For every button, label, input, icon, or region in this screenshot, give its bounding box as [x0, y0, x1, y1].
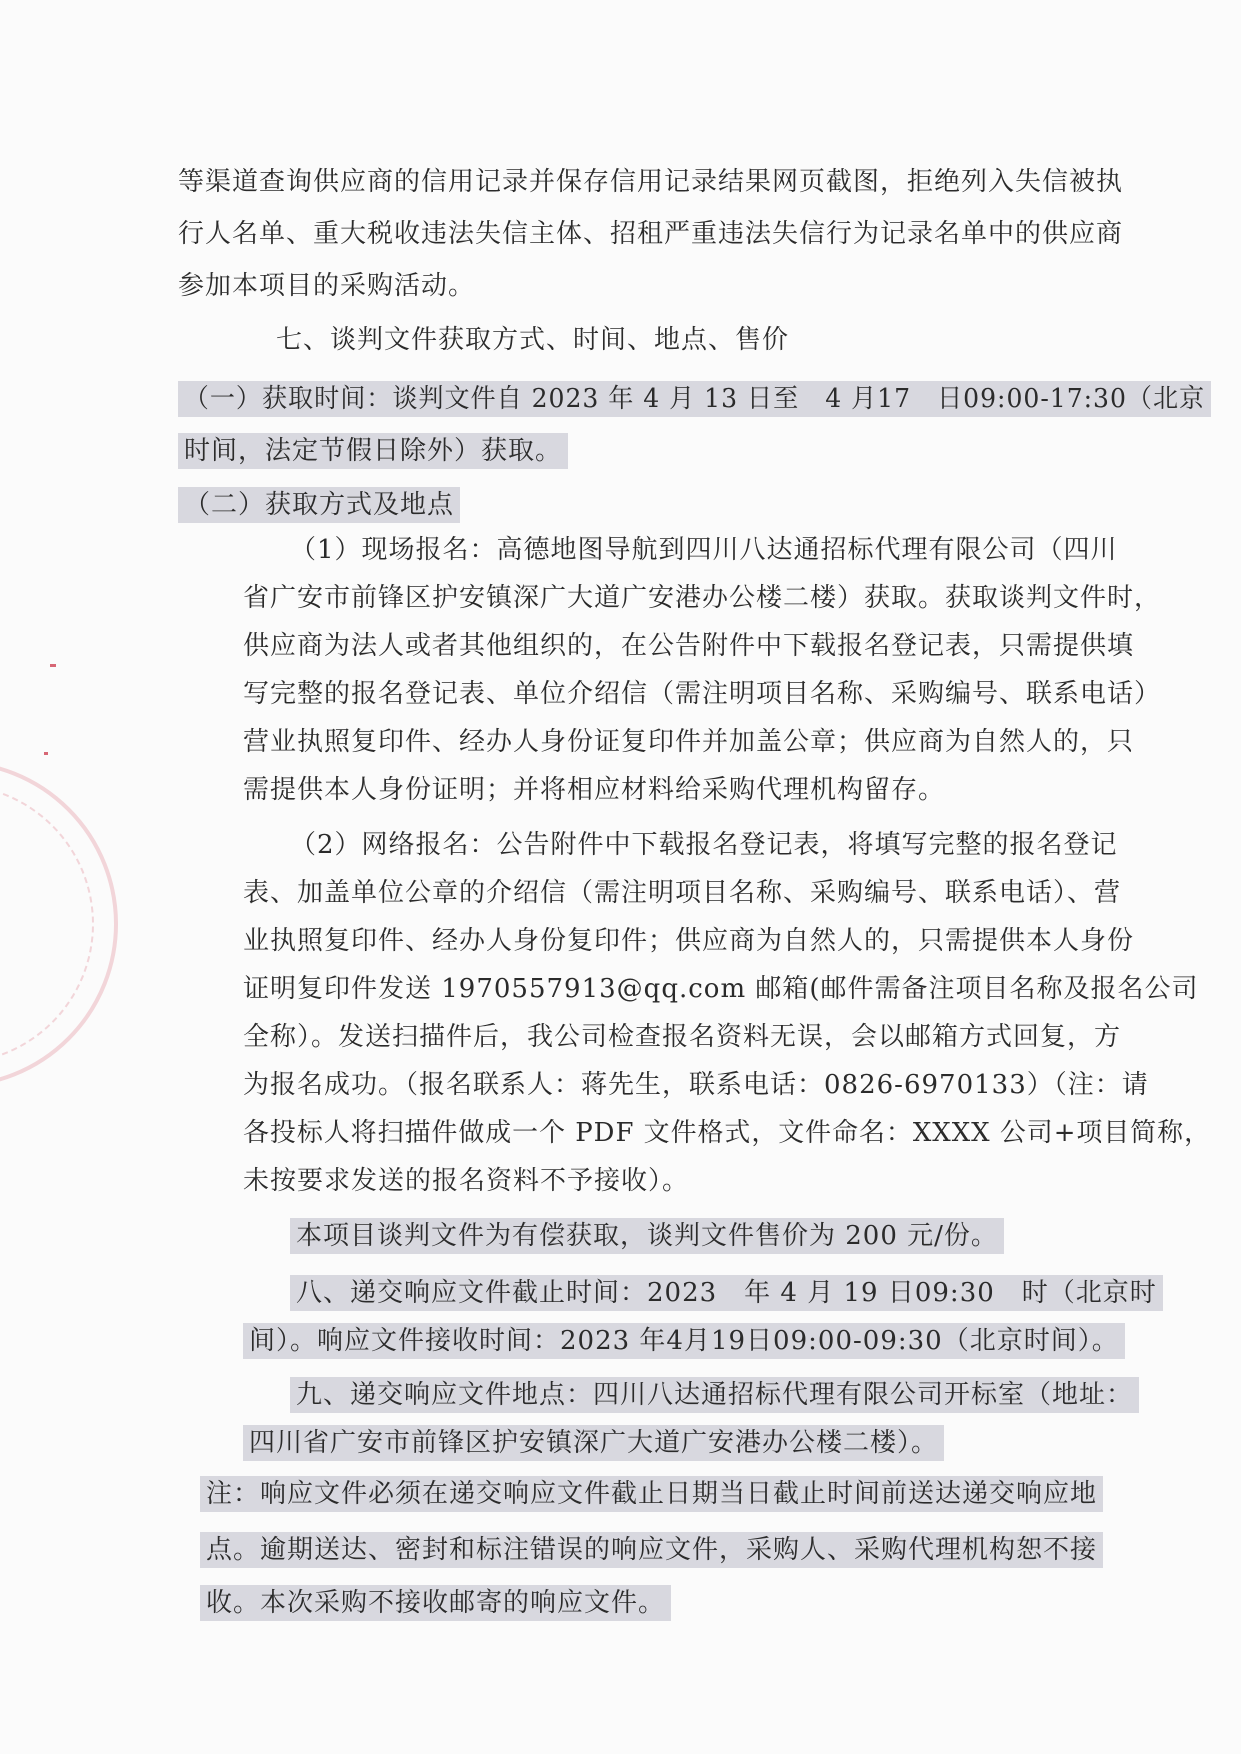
text-line: 业执照复印件、经办人身份复印件；供应商为自然人的，只需提供本人身份 [243, 926, 1135, 956]
highlighted-line: 注：响应文件必须在递交响应文件截止日期当日截止时间前送达递交响应地 [200, 1476, 1103, 1512]
text-line: 营业执照复印件、经办人身份证复印件并加盖公章；供应商为自然人的，只 [243, 727, 1135, 757]
highlighted-line: 九、递交响应文件地点：四川八达通招标代理有限公司开标室（地址： [290, 1377, 1139, 1413]
highlighted-line: 四川省广安市前锋区护安镇深广大道广安港办公楼二楼）。 [243, 1425, 944, 1461]
text-line: 表、加盖单位公章的介绍信（需注明项目名称、采购编号、联系电话）、营 [243, 878, 1122, 908]
text-line: 未按要求发送的报名资料不予接收）。 [243, 1166, 690, 1196]
text-line: 写完整的报名登记表、单位介绍信（需注明项目名称、采购编号、联系电话） [243, 679, 1162, 709]
red-mark [44, 752, 48, 755]
highlighted-line: 时间，法定节假日除外）获取。 [178, 433, 568, 469]
text-line: 供应商为法人或者其他组织的，在公告附件中下载报名登记表，只需提供填 [243, 631, 1135, 661]
red-mark [50, 664, 56, 667]
text-line: （1）现场报名：高德地图导航到四川八达通招标代理有限公司（四川 [290, 535, 1118, 565]
text-line: 证明复印件发送 1970557913@qq.com 邮箱(邮件需备注项目名称及报名公司 [243, 974, 1199, 1004]
section-heading: 七、谈判文件获取方式、时间、地点、售价 [276, 325, 790, 355]
highlighted-line: 本项目谈判文件为有偿获取，谈判文件售价为 200 元/份。 [290, 1218, 1004, 1254]
text-line: 参加本项目的采购活动。 [178, 271, 476, 301]
text-line: 需提供本人身份证明；并将相应材料给采购代理机构留存。 [243, 775, 946, 805]
text-line: （2）网络报名：公告附件中下载报名登记表，将填写完整的报名登记 [290, 830, 1118, 860]
company-seal-stamp [0, 760, 118, 1088]
highlighted-line: 收。本次采购不接收邮寄的响应文件。 [200, 1585, 671, 1621]
text-line: 全称）。发送扫描件后，我公司检查报名资料无误，会以邮箱方式回复，方 [243, 1022, 1122, 1052]
highlighted-line: 八、递交响应文件截止时间：2023 年 4 月 19 日09:30 时（北京时 [290, 1275, 1163, 1311]
text-line: 等渠道查询供应商的信用记录并保存信用记录结果网页截图，拒绝列入失信被执 [178, 167, 1124, 197]
highlighted-line: （二）获取方式及地点 [178, 487, 460, 523]
text-line: 各投标人将扫描件做成一个 PDF 文件格式，文件命名：XXXX 公司+项目简称， [243, 1118, 1211, 1148]
highlighted-line: 点。逾期送达、密封和标注错误的响应文件，采购人、采购代理机构恕不接 [200, 1532, 1103, 1568]
highlighted-line: （一）获取时间：谈判文件自 2023 年 4 月 13 日至 4 月17 日09:00-17:30（北京 [178, 381, 1211, 417]
highlighted-line: 间）。响应文件接收时间：2023 年4月19日09:00-09:30（北京时间）。 [243, 1323, 1125, 1359]
text-line: 为报名成功。（报名联系人：蒋先生，联系电话：0826-6970133）（注：请 [243, 1070, 1149, 1100]
text-line: 行人名单、重大税收违法失信主体、招租严重违法失信行为记录名单中的供应商 [178, 219, 1124, 249]
text-line: 省广安市前锋区护安镇深广大道广安港办公楼二楼）获取。获取谈判文件时， [243, 583, 1162, 613]
